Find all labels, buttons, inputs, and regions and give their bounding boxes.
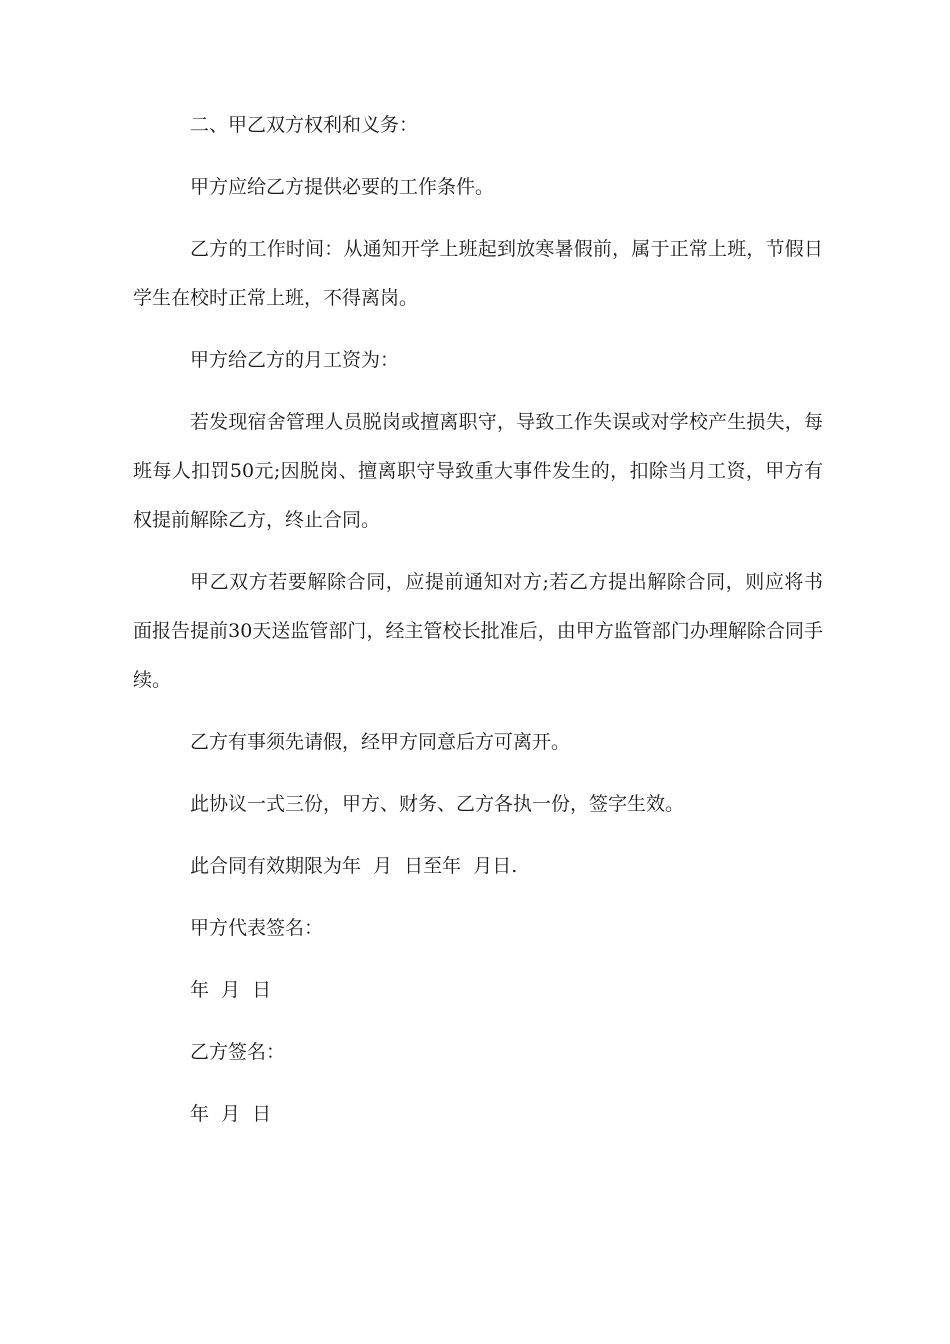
- party-b-signature-label: 乙方签名：: [190, 1041, 286, 1063]
- paragraph-monthly-salary: 甲方给乙方的月工资为：: [190, 349, 400, 371]
- party-b-signature-date: 年 月 日: [190, 1103, 272, 1125]
- paragraph-working-hours: 乙方的工作时间：从通知开学上班起到放寒暑假前，属于正常上班，节假日学生在校时正常上班，不得离岗。: [133, 238, 823, 309]
- document-body: [133, 101, 823, 1152]
- party-a-signature-date: 年 月 日: [190, 979, 272, 1001]
- paragraph-leave-request: 乙方有事须先请假，经甲方同意后方可离开。: [190, 731, 571, 753]
- paragraph-work-conditions: 甲方应给乙方提供必要的工作条件。: [190, 176, 495, 198]
- paragraph-validity-period: 此合同有效期限为年 月 日至年 月日.: [190, 855, 518, 877]
- section-heading-rights-obligations: 二、甲乙双方权利和义务：: [190, 114, 419, 136]
- paragraph-contract-termination: 甲乙双方若要解除合同，应提前通知对方;若乙方提出解除合同，则应将书面报告提前30天送监管部门，经主管校长批准后，由甲方监管部门办理解除合同手续。: [133, 571, 823, 691]
- paragraph-copies: 此协议一式三份，甲方、财务、乙方各执一份，签字生效。: [190, 793, 685, 815]
- paragraph-penalties: 若发现宿舍管理人员脱岗或擅离职守，导致工作失误或对学校产生损失，每班每人扣罚50元;因脱岗、擅离职守导致重大事件发生的，扣除当月工资，甲方有权提前解除乙方，终止合同。: [133, 411, 823, 531]
- party-a-signature-label: 甲方代表签名：: [190, 917, 324, 939]
